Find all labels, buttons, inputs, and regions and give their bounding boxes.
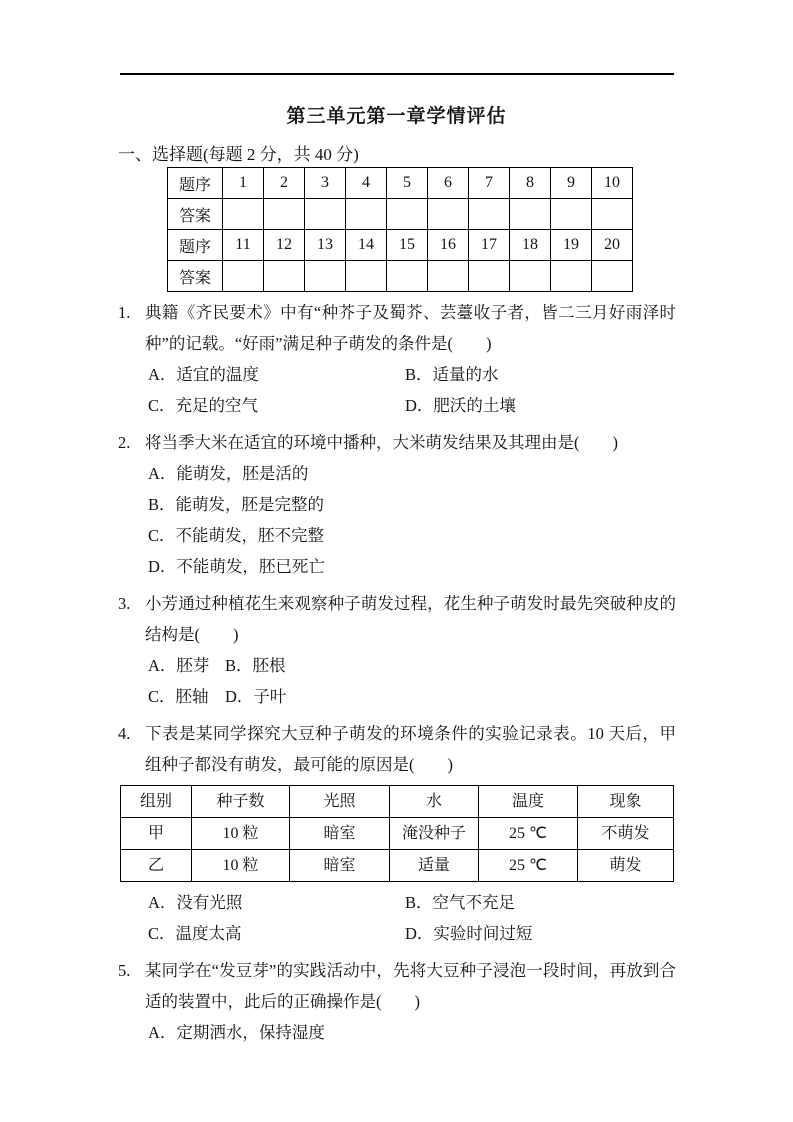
experiment-table-header-cell: 水 — [390, 786, 479, 818]
answer-table-row — [168, 261, 633, 292]
answer-table-cell: 2 — [264, 168, 305, 199]
option-item: C．充足的空气 — [148, 396, 259, 415]
answer-table-cell — [551, 199, 592, 230]
answer-table-cell: 11 — [223, 230, 264, 261]
experiment-table-header-row — [121, 786, 674, 818]
answer-table-cell: 1 — [223, 168, 264, 199]
answer-table-row — [168, 230, 633, 261]
question-number: 2. — [118, 433, 131, 452]
answer-table-row — [168, 168, 633, 199]
experiment-table-header-cell: 种子数 — [192, 786, 290, 818]
option-item: D．实验时间过短 — [405, 924, 533, 943]
answer-table-cell — [346, 261, 387, 292]
question-item — [118, 718, 676, 949]
answer-table-cell — [387, 261, 428, 292]
answer-table-cell: 13 — [305, 230, 346, 261]
answer-table-cell: 20 — [592, 230, 633, 261]
question-number: 5. — [118, 961, 131, 980]
answer-table-cell — [264, 261, 305, 292]
experiment-table-cell: 10 粒 — [192, 850, 290, 882]
option-item: D．肥沃的土壤 — [405, 396, 516, 415]
option-row — [118, 650, 676, 681]
answer-table-cell: 17 — [469, 230, 510, 261]
question-options — [118, 359, 676, 421]
answer-table-cell — [264, 199, 305, 230]
questions-list — [118, 297, 676, 1054]
question-item — [118, 955, 676, 1048]
answer-table-cell — [510, 199, 551, 230]
option-item: C．温度太高 — [148, 924, 242, 943]
answer-table-cell: 14 — [346, 230, 387, 261]
experiment-table — [120, 785, 674, 882]
question-text: 某同学在“发豆芽”的实践活动中，先将大豆种子浸泡一段时间，再放到合适的装置中，此后的正确操作是( ) — [145, 961, 676, 1011]
option-item: B．空气不充足 — [405, 893, 516, 912]
header-rule — [120, 73, 674, 75]
experiment-table-header-cell: 光照 — [290, 786, 390, 818]
page-title: 第三单元第一章学情评估 — [286, 106, 507, 127]
question-stem — [118, 297, 676, 359]
option-item: B．胚根 — [225, 656, 286, 675]
option-item: B．适量的水 — [405, 365, 499, 384]
experiment-table-cell: 25 ℃ — [479, 818, 578, 850]
experiment-table-cell: 萌发 — [578, 850, 674, 882]
section-heading: 一、选择题(每题 2 分，共 40 分) — [118, 145, 359, 164]
question-text: 将当季大米在适宜的环境中播种，大米萌发结果及其理由是( ) — [145, 433, 618, 452]
question-stem — [118, 718, 676, 780]
option-item: B．能萌发，胚是完整的 — [148, 495, 325, 514]
experiment-table-cell: 不萌发 — [578, 818, 674, 850]
answer-table-cell — [469, 199, 510, 230]
option-row — [118, 359, 676, 390]
experiment-table-cell: 暗室 — [290, 818, 390, 850]
answer-table-cell: 15 — [387, 230, 428, 261]
question-number: 4. — [118, 724, 131, 743]
question-item — [118, 588, 676, 712]
experiment-table-header-cell: 组别 — [121, 786, 192, 818]
answer-table-cell — [592, 261, 633, 292]
answer-table-label-cell: 答案 — [168, 261, 223, 292]
answer-table-label-cell: 题序 — [168, 230, 223, 261]
option-item: D．子叶 — [225, 687, 287, 706]
option-item: A．定期洒水，保持湿度 — [148, 1023, 325, 1042]
answer-table-cell — [305, 199, 346, 230]
question-item — [118, 297, 676, 421]
question-number: 3. — [118, 594, 131, 613]
answer-table-cell: 9 — [551, 168, 592, 199]
answer-table-cell — [223, 199, 264, 230]
question-options — [118, 887, 676, 949]
option-item: C．不能萌发，胚不完整 — [148, 526, 325, 545]
answer-table-cell — [387, 199, 428, 230]
question-stem — [118, 955, 676, 1017]
answer-table-label-cell: 题序 — [168, 168, 223, 199]
experiment-table-cell: 25 ℃ — [479, 850, 578, 882]
experiment-table-row — [121, 850, 674, 882]
question-stem — [118, 427, 676, 458]
experiment-table-cell: 淹没种子 — [390, 818, 479, 850]
answer-table-cell — [428, 199, 469, 230]
answer-table-cell — [428, 261, 469, 292]
experiment-table-header-cell: 温度 — [479, 786, 578, 818]
question-options — [118, 650, 676, 712]
experiment-table-header-cell: 现象 — [578, 786, 674, 818]
question-text: 小芳通过种植花生来观察种子萌发过程，花生种子萌发时最先突破种皮的结构是( ) — [145, 594, 676, 644]
experiment-table-cell: 乙 — [121, 850, 192, 882]
option-row — [118, 520, 676, 551]
option-row — [118, 489, 676, 520]
answer-table-label-cell: 答案 — [168, 199, 223, 230]
answer-table-cell: 7 — [469, 168, 510, 199]
answer-table-cell — [551, 261, 592, 292]
option-row — [118, 458, 676, 489]
option-item: C．胚轴 — [148, 687, 209, 706]
question-number: 1. — [118, 303, 131, 322]
answer-table-cell — [346, 199, 387, 230]
option-item: A．适宜的温度 — [148, 365, 259, 384]
answer-table-cell: 12 — [264, 230, 305, 261]
option-row — [118, 918, 676, 949]
answer-table-row — [168, 199, 633, 230]
answer-table-cell: 10 — [592, 168, 633, 199]
answer-table-cell: 6 — [428, 168, 469, 199]
option-row — [118, 887, 676, 918]
answer-table-cell — [510, 261, 551, 292]
answer-table-cell: 4 — [346, 168, 387, 199]
answer-table-cell: 16 — [428, 230, 469, 261]
option-row — [118, 390, 676, 421]
option-item: A．没有光照 — [148, 893, 243, 912]
answer-table-cell: 5 — [387, 168, 428, 199]
question-options — [118, 458, 676, 582]
experiment-table-cell: 10 粒 — [192, 818, 290, 850]
answer-table-cell — [469, 261, 510, 292]
experiment-table-cell: 暗室 — [290, 850, 390, 882]
answer-table-cell — [305, 261, 346, 292]
answer-table-cell — [223, 261, 264, 292]
question-stem — [118, 588, 676, 650]
option-item: D．不能萌发，胚已死亡 — [148, 557, 325, 576]
answer-table-cell — [592, 199, 633, 230]
question-options — [118, 1017, 676, 1048]
option-row — [118, 681, 676, 712]
option-row — [118, 1017, 676, 1048]
option-row — [118, 551, 676, 582]
question-text: 典籍《齐民要术》中有“种芥子及蜀芥、芸薹收子者，皆二三月好雨泽时种”的记载。“好雨”满足种子萌发的条件是( ) — [145, 303, 676, 353]
option-item: A．能萌发，胚是活的 — [148, 464, 309, 483]
question-item — [118, 427, 676, 582]
answer-table-cell: 8 — [510, 168, 551, 199]
answer-sheet-table — [167, 167, 633, 292]
answer-table-cell: 18 — [510, 230, 551, 261]
experiment-table-row — [121, 818, 674, 850]
option-item: A．胚芽 — [148, 656, 210, 675]
experiment-table-cell: 甲 — [121, 818, 192, 850]
question-text: 下表是某同学探究大豆种子萌发的环境条件的实验记录表。10 天后，甲组种子都没有萌发，最可能的原因是( ) — [145, 724, 676, 774]
answer-table-cell: 3 — [305, 168, 346, 199]
answer-table-cell: 19 — [551, 230, 592, 261]
experiment-table-cell: 适量 — [390, 850, 479, 882]
